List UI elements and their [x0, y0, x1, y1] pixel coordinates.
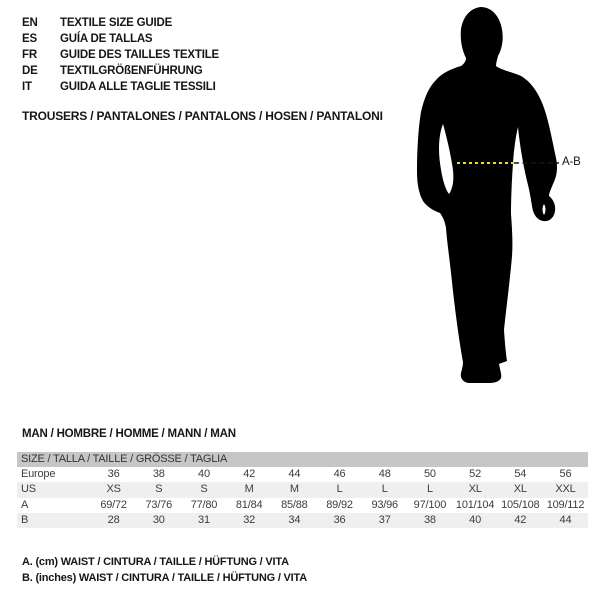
table-cell: S [155, 483, 163, 496]
table-cell: XXL [555, 483, 576, 496]
table-row-europe [17, 467, 588, 482]
table-cell: 34 [288, 513, 301, 526]
language-row-it [22, 79, 219, 95]
table-cell: 85/88 [281, 498, 308, 511]
language-code: DE [22, 65, 38, 77]
measure-label: A-B [562, 156, 581, 168]
table-cell: 109/112 [546, 498, 585, 511]
table-row-b-inches [17, 513, 588, 528]
language-row-es [22, 31, 219, 47]
table-cell: XL [468, 483, 482, 496]
language-row-en [22, 15, 219, 31]
legend-line-a: A. (cm) WAIST / CINTURA / TAILLE / HÜFTUNG / VITA [22, 556, 289, 568]
language-label: GUÍA DE TALLAS [60, 33, 153, 45]
table-row-us [17, 482, 588, 497]
table-cell: 44 [288, 468, 301, 480]
category-title: TROUSERS / PANTALONES / PANTALONS / HOSEN / PANTALONI [22, 109, 383, 123]
row-label: A [21, 498, 29, 511]
language-label: GUIDE DES TAILLES TEXTILE [60, 49, 219, 61]
table-cell: XL [513, 483, 527, 496]
table-cell: 40 [469, 513, 482, 526]
table-cell: 36 [107, 468, 120, 480]
table-cell: 52 [469, 468, 482, 480]
table-cell: 38 [152, 468, 165, 480]
table-cell: M [289, 483, 299, 496]
table-cell: 32 [243, 513, 256, 526]
table-cell: S [200, 483, 208, 496]
row-label: Europe [21, 468, 56, 480]
table-cell: 38 [423, 513, 436, 526]
language-code: IT [22, 81, 32, 93]
table-row-a-cm [17, 498, 588, 513]
row-label: B [21, 513, 29, 526]
table-cell: 56 [559, 468, 572, 480]
size-table-header: SIZE / TALLA / TAILLE / GRÖSSE / TAGLIA [17, 452, 588, 467]
legend-line-b: B. (inches) WAIST / CINTURA / TAILLE / HÜFTUNG / VITA [22, 572, 307, 584]
table-cell: 105/108 [501, 498, 540, 511]
man-silhouette-figure [400, 0, 600, 400]
table-cell: 89/92 [326, 498, 353, 511]
row-label: US [21, 483, 36, 496]
gender-title: MAN / HOMBRE / HOMME / MANN / MAN [22, 428, 236, 440]
table-cell: 93/96 [371, 498, 398, 511]
table-cell: M [244, 483, 254, 496]
table-cell: 36 [333, 513, 346, 526]
table-cell: 40 [198, 468, 210, 480]
language-row-fr [22, 47, 219, 63]
table-cell: 44 [559, 513, 572, 526]
table-cell: L [381, 483, 388, 496]
language-row-de [22, 63, 219, 79]
table-cell: 30 [152, 513, 165, 526]
size-table [17, 452, 588, 528]
table-cell: 54 [514, 468, 527, 480]
language-code: ES [22, 33, 37, 45]
table-cell: 50 [423, 468, 436, 480]
language-label: GUIDA ALLE TAGLIE TESSILI [60, 81, 216, 93]
language-label: TEXTILE SIZE GUIDE [60, 17, 173, 29]
table-cell: L [426, 483, 433, 496]
table-cell: 48 [378, 468, 391, 480]
table-cell: 37 [378, 513, 391, 526]
table-cell: 42 [514, 513, 527, 526]
table-cell: 101/104 [455, 498, 495, 511]
table-cell: 46 [333, 468, 346, 480]
language-code: EN [22, 17, 38, 29]
language-code: FR [22, 49, 37, 61]
man-silhouette-body [417, 7, 557, 383]
language-label: TEXTILGRÖßENFÜHRUNG [60, 65, 203, 77]
table-cell: L [336, 483, 343, 496]
table-cell: 28 [107, 513, 120, 526]
measurement-legend [22, 554, 307, 586]
language-list [22, 15, 219, 95]
table-cell: 69/72 [100, 498, 127, 511]
table-cell: 31 [198, 513, 210, 526]
table-cell: 77/80 [190, 498, 218, 511]
table-cell: XS [106, 483, 121, 496]
table-cell: 81/84 [235, 498, 263, 511]
table-cell: 73/76 [145, 498, 173, 511]
table-cell: 97/100 [413, 498, 447, 511]
table-cell: 42 [243, 468, 256, 480]
